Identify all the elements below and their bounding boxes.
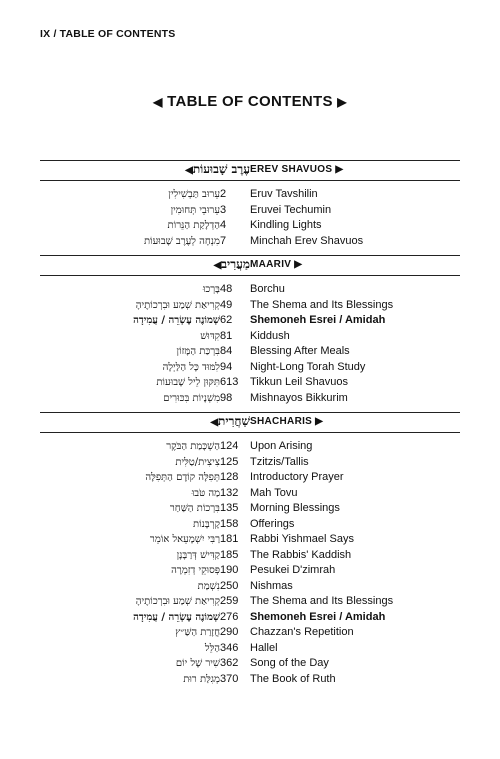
ornament-left-icon: ◀ [185, 165, 193, 176]
toc-entry[interactable] [40, 656, 460, 672]
toc-entry[interactable] [40, 234, 460, 250]
toc-section [40, 412, 460, 693]
entry-english-title: Borchu [250, 283, 285, 295]
entry-page-number: 48 [220, 283, 233, 295]
entry-page-number: 259 [220, 595, 239, 607]
entry-english-title: Kindling Lights [250, 219, 322, 231]
section-header [40, 412, 460, 433]
entry-hebrew-title: לִמּוּד כָּל הַלַּיְלָה [162, 361, 220, 373]
running-head: IX / TABLE OF CONTENTS [40, 28, 176, 40]
entry-page-number: 613 [220, 376, 239, 388]
toc-entry[interactable] [40, 391, 460, 407]
entry-page-number: 362 [220, 657, 239, 669]
entry-hebrew-title: מִנְחָה לְעֶרֶב שָׁבוּעוֹת [143, 235, 220, 247]
entry-page-number: 158 [220, 517, 239, 530]
entry-page-number: 94 [220, 360, 233, 373]
toc-entry[interactable] [40, 455, 460, 471]
toc-entry[interactable] [40, 470, 460, 486]
entry-page-number: 62 [220, 314, 233, 326]
entry-hebrew-title: בִּרְכוֹת הַשַּׁחַר [169, 503, 220, 514]
toc-entry[interactable] [40, 579, 460, 595]
entry-page-number: 84 [220, 345, 233, 357]
toc-entry[interactable] [40, 344, 460, 360]
entry-english-title: Tzitzis/Tallis [250, 455, 309, 468]
entry-english-title: Offerings [250, 517, 295, 530]
toc-entry[interactable] [40, 517, 460, 533]
entry-page-number: 98 [220, 391, 233, 404]
entry-english-title: Upon Arising [250, 440, 313, 452]
entry-page-number: 290 [220, 626, 239, 638]
toc-entry[interactable] [40, 625, 460, 641]
entry-hebrew-title: קַדִּישׁ דְּרַבָּנָן [176, 549, 220, 561]
toc-entry[interactable] [40, 375, 460, 391]
entry-english-title: Rabbi Yishmael Says [250, 533, 354, 545]
entry-hebrew-title: עֵרוּב תַּבְשִׁילִין [168, 189, 220, 200]
entry-hebrew-title: מַה טֹּבוּ [191, 487, 220, 499]
ornament-left-icon: ◀ [153, 95, 163, 109]
entry-hebrew-title: קְרִיאַת שְׁמַע וּבִרְכוֹתֶיהָ [135, 596, 220, 607]
entry-hebrew-title: הַלֵּל [204, 642, 220, 654]
entry-english-title: Hallel [250, 641, 278, 654]
toc-entry[interactable] [40, 329, 460, 345]
toc-entry[interactable] [40, 610, 460, 626]
toc-entry[interactable] [40, 298, 460, 314]
section-title-hebrew [210, 257, 250, 272]
entry-page-number: 125 [220, 455, 239, 468]
toc-entry[interactable] [40, 439, 460, 455]
entry-english-title: Song of the Day [250, 657, 329, 669]
entry-page-number: 370 [220, 672, 239, 685]
entry-english-title: Shemoneh Esrei / Amidah [250, 314, 386, 326]
section-title-english [250, 259, 302, 270]
section-title-english [250, 164, 343, 175]
toc-entry[interactable] [40, 486, 460, 502]
toc-entry[interactable] [40, 282, 460, 298]
entry-page-number: 132 [220, 486, 239, 499]
ornament-right-icon: ▶ [335, 164, 344, 175]
toc-entry[interactable] [40, 501, 460, 517]
entry-page-number: 346 [220, 641, 239, 654]
entry-english-title: Mah Tovu [250, 486, 298, 499]
entry-hebrew-title: הַדְלָקַת הַנֵּרוֹת [167, 220, 220, 231]
entry-english-title: Tikkun Leil Shavuos [250, 376, 349, 388]
section-title-hebrew-text: מַעֲרִיב [221, 257, 250, 271]
entry-page-number: 4 [220, 219, 227, 231]
entry-english-title: Pesukei D'zimrah [250, 564, 336, 576]
entry-english-title: Blessing After Meals [250, 345, 350, 357]
entry-page-number: 128 [220, 471, 239, 483]
section-title-hebrew-text: שַׁחֲרִית [218, 414, 250, 428]
entry-hebrew-title: מִשְׁנָיוֹת בִּכּוּרִים [163, 392, 220, 404]
entry-hebrew-title: פְּסוּקֵי דְזִמְרָה [171, 565, 220, 576]
entry-english-title: Kiddush [250, 329, 290, 342]
entry-page-number: 276 [220, 610, 239, 623]
entry-page-number: 49 [220, 298, 233, 311]
section-title-hebrew [181, 162, 250, 177]
toc-entry[interactable] [40, 548, 460, 564]
toc-entry[interactable] [40, 313, 460, 329]
entry-page-number: 3 [220, 203, 227, 216]
entry-page-number: 2 [220, 188, 227, 200]
entry-hebrew-title: שִׁיר שֶׁל יוֹם [175, 658, 220, 669]
toc-section [40, 255, 460, 412]
entry-hebrew-title: שְׁמוֹנֶה עֶשְׂרֵה / עֲמִידָה [133, 611, 220, 623]
entry-english-title: Introductory Prayer [250, 471, 344, 483]
entry-hebrew-title: הַשְׁכָּמַת הַבֹּקֶר [166, 441, 220, 452]
entry-page-number: 124 [220, 440, 239, 452]
entry-hebrew-title: תִּקּוּן לֵיל שָׁבוּעוֹת [156, 377, 220, 388]
entry-english-title: The Shema and Its Blessings [250, 595, 394, 607]
ornament-left-icon: ◀ [210, 417, 219, 428]
entry-page-number: 185 [220, 548, 239, 561]
section-title-english [250, 416, 323, 427]
ornament-right-icon: ▶ [337, 95, 347, 109]
entry-english-title: The Book of Ruth [250, 672, 336, 685]
entry-english-title: Shemoneh Esrei / Amidah [250, 610, 386, 623]
entry-hebrew-title: רַבִּי יִשְׁמָעֵאל אוֹמֵר [149, 534, 220, 545]
entry-hebrew-title: צִיצִית/טַלִּית [175, 456, 220, 468]
entry-english-title: Morning Blessings [250, 502, 340, 514]
entry-hebrew-title: נִשְׁמַת [197, 580, 220, 592]
toc-entry[interactable] [40, 532, 460, 548]
entry-page-number: 181 [220, 533, 239, 545]
toc-entry[interactable] [40, 187, 460, 203]
section-title-english-text: SHACHARIS [250, 416, 313, 427]
ornament-right-icon: ▶ [294, 259, 303, 270]
entry-page-number: 7 [220, 234, 227, 247]
entry-hebrew-title: שְׁמוֹנֶה עֶשְׂרֵה / עֲמִידָה [133, 315, 220, 326]
page-title-text: TABLE OF CONTENTS [167, 93, 333, 110]
table-of-contents [40, 160, 460, 693]
entry-page-number: 190 [220, 564, 239, 576]
ornament-right-icon: ▶ [315, 416, 324, 427]
entry-hebrew-title: בִּרְכַּת הַמָּזוֹן [176, 346, 220, 357]
entry-page-number: 250 [220, 579, 239, 592]
entry-english-title: Mishnayos Bikkurim [250, 391, 348, 404]
entry-hebrew-title: חֲזָרַת הַשַּׁ״ץ [175, 627, 220, 638]
toc-entry[interactable] [40, 218, 460, 234]
section-title-hebrew-text: עֶרֶב שָׁבוּעוֹת [192, 162, 250, 176]
entry-english-title: Nishmas [250, 579, 293, 592]
entry-page-number: 135 [220, 502, 239, 514]
entry-hebrew-title: קָרְבָּנוֹת [193, 518, 220, 530]
entry-hebrew-title: תְּפִלָּה קוֹדֶם הַתְּפִלָּה [145, 472, 220, 483]
section-header [40, 255, 460, 276]
toc-entry[interactable] [40, 563, 460, 579]
ornament-left-icon: ◀ [213, 260, 222, 271]
entry-hebrew-title: עֵרוּבֵי תְּחוּמִין [170, 204, 220, 216]
section-title-english-text: MAARIV [250, 259, 292, 270]
entry-english-title: Eruv Tavshilin [250, 188, 318, 200]
entry-hebrew-title: קְרִיאַת שְׁמַע וּבִרְכוֹתֶיהָ [135, 299, 220, 311]
entry-hebrew-title: מְגִלַּת רוּת [183, 673, 220, 685]
entry-hebrew-title: בָּרְכוּ [202, 284, 220, 295]
entry-english-title: Minchah Erev Shavuos [250, 234, 364, 247]
entry-hebrew-title: קִדּוּשׁ [200, 330, 220, 342]
section-title-english-text: EREV SHAVUOS [250, 164, 333, 175]
entry-page-number: 81 [220, 329, 233, 342]
toc-section [40, 160, 460, 255]
toc-entry[interactable] [40, 672, 460, 688]
entry-english-title: Eruvei Techumin [250, 203, 332, 216]
entry-english-title: Chazzan's Repetition [250, 626, 354, 638]
toc-entry[interactable] [40, 360, 460, 376]
toc-entry[interactable] [40, 641, 460, 657]
toc-entry[interactable] [40, 594, 460, 610]
section-title-hebrew [206, 414, 250, 429]
section-gap [40, 687, 460, 693]
entry-english-title: Night-Long Torah Study [250, 360, 366, 373]
toc-entry[interactable] [40, 203, 460, 219]
section-header [40, 160, 460, 181]
page-title [0, 93, 500, 110]
entry-english-title: The Shema and Its Blessings [250, 298, 394, 311]
entry-english-title: The Rabbis' Kaddish [250, 548, 352, 561]
